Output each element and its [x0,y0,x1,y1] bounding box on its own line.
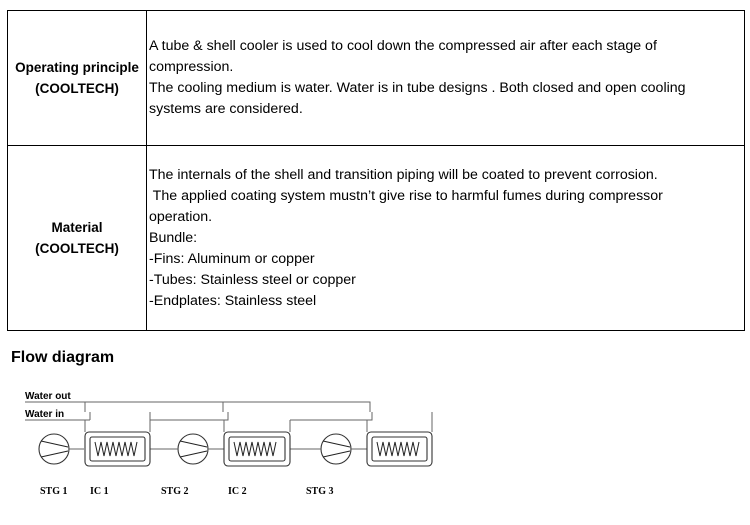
row-value-line: -Tubes: Stainless steel or copper [149,271,356,288]
row-label-line: (COOLTECH) [35,241,119,256]
row-value-line: A tube & shell cooler is used to cool down the compressed air after each stage of [149,38,657,54]
intercooler-2 [224,420,290,466]
flow-diagram [0,380,750,520]
water-out-drops [85,402,223,412]
cooler-water-connections [150,420,432,432]
intercooler-3 [367,420,432,466]
row-label-line: (COOLTECH) [35,81,119,96]
flow-diagram-title: Flow diagram [11,349,115,366]
stage-label-stg3: STG 3 [306,486,334,497]
row-value-line: compression. [149,59,234,75]
row-value-line: systems are considered. [149,101,303,117]
table-row [8,11,745,146]
compressor-stage-1 [39,434,84,464]
table-row [8,146,745,331]
row-value-material [147,146,745,331]
row-label-line: Material [51,220,103,235]
row-value-line: The internals of the shell and transition piping will be coated to prevent corrosion. [149,166,658,183]
row-value-line: Bundle: [149,229,198,246]
row-value-line: operation. [149,208,213,225]
water-out-line [25,402,370,412]
row-label-operating-principle [8,11,147,146]
row-value-line: -Endplates: Stainless steel [149,292,317,309]
water-out-label: Water out [25,391,71,402]
intercooler-1 [85,420,150,466]
water-return-lines [150,412,372,420]
spec-table [7,10,745,331]
stage-label-ic1: IC 1 [90,486,109,497]
row-value-line: The applied coating system mustn’t give rise to harmful fumes during compressor [149,187,663,204]
row-label-material [8,146,147,331]
row-label-line: Operating principle [15,60,139,75]
stage-label-ic2: IC 2 [228,486,247,497]
row-value-line: The cooling medium is water. Water is in tube designs . Both closed and open cooling [149,80,686,96]
compressor-stage-2 [150,434,224,464]
stage-label-stg1: STG 1 [40,486,68,497]
stage-label-stg2: STG 2 [161,486,189,497]
row-value-line: -Fins: Aluminum or copper [149,250,315,267]
compressor-stage-3 [290,434,367,464]
row-value-operating-principle [147,11,745,146]
cooler-water-risers [150,412,432,420]
water-in-label: Water in [25,409,65,420]
